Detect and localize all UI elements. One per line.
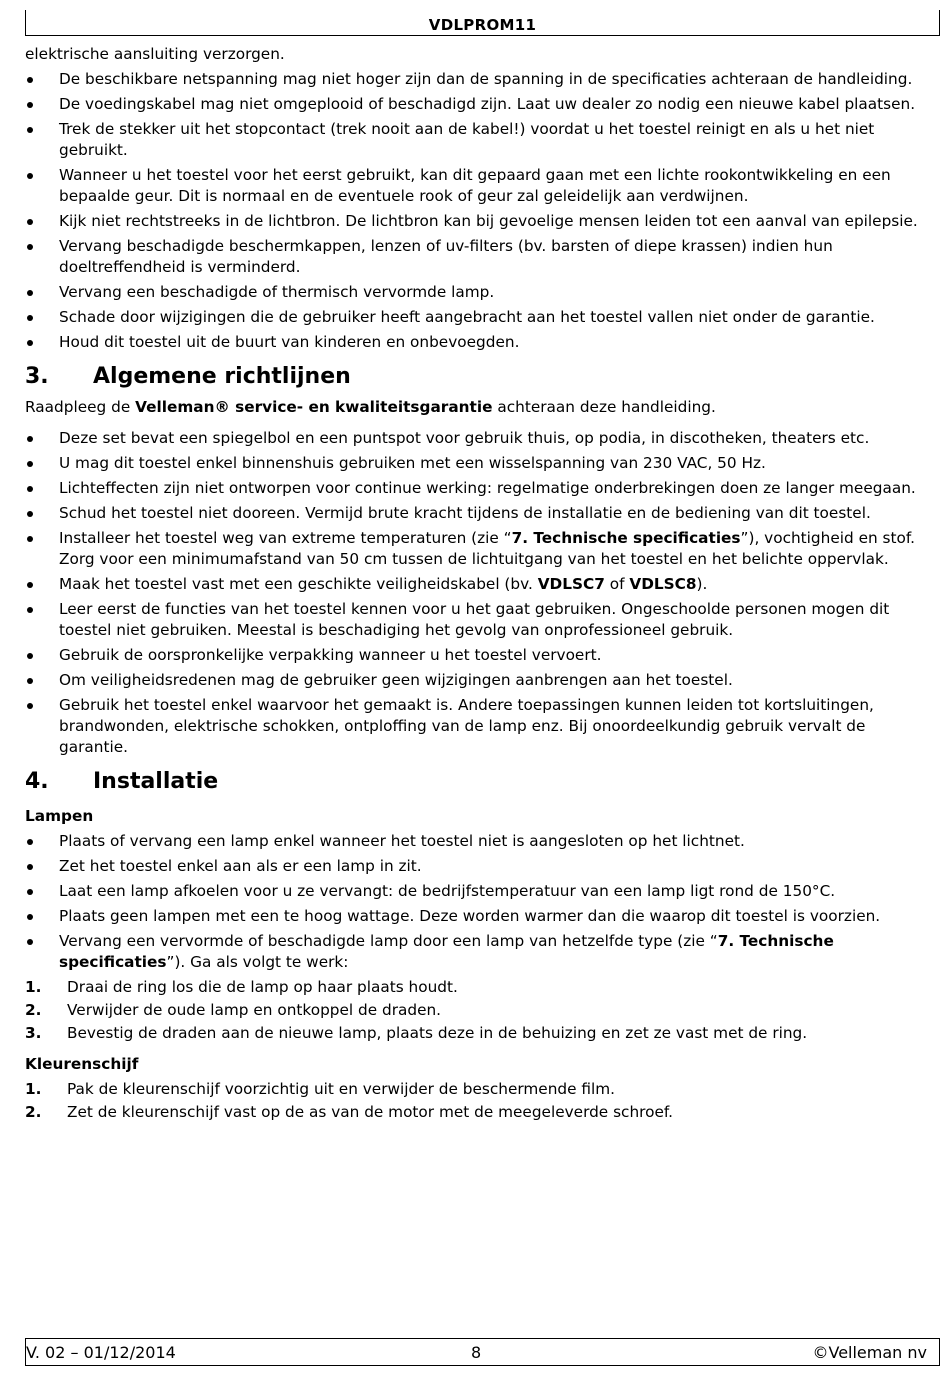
page-footer xyxy=(25,1338,940,1366)
list-item: De voedingskabel mag niet omgeplooid of beschadigd zijn. Laat uw dealer zo nodig een nieuwe kabel plaatsen. xyxy=(25,94,925,115)
page-number: 8 xyxy=(471,1343,482,1362)
page-content xyxy=(25,44,925,1125)
list-item: Deze set bevat een spiegelbol en een puntspot voor gebruik thuis, op podia, in discotheken, theaters etc. xyxy=(25,428,925,449)
bullet-icon xyxy=(27,678,33,684)
step-number: 2. xyxy=(25,1001,42,1019)
list-item: De beschikbare netspanning mag niet hoger zijn dan de spanning in de specificaties achteraan de handleiding. xyxy=(25,69,925,90)
step-item: 1. Draai de ring los die de lamp op haar plaats houdt. xyxy=(25,978,458,996)
bullet-icon xyxy=(27,864,33,870)
bullet-icon xyxy=(27,436,33,442)
section-3-heading xyxy=(25,363,925,391)
bullet-icon xyxy=(27,703,33,709)
bullet-icon xyxy=(27,939,33,945)
page-header xyxy=(25,10,940,36)
bullet-icon xyxy=(27,889,33,895)
section-title: Installatie xyxy=(93,769,219,794)
bullet-icon xyxy=(27,607,33,613)
list-item: Maak het toestel vast met een geschikte veiligheidskabel (bv. VDLSC7 of VDLSC8). xyxy=(25,574,925,595)
step-number: 1. xyxy=(25,978,42,996)
section-title: Algemene richtlijnen xyxy=(93,364,351,389)
list-item: Gebruik het toestel enkel waarvoor het gemaakt is. Andere toepassingen kunnen leiden tot kortsluitingen, brandwonden, elektrische schokken, ontploffing van de lamp enz. Bij onoordeelkundig gebruik vervalt de garantie. xyxy=(25,695,925,758)
bullet-icon xyxy=(27,839,33,845)
bullet-icon xyxy=(27,102,33,108)
bullet-icon xyxy=(27,511,33,517)
bullet-icon xyxy=(27,914,33,920)
step-number: 2. xyxy=(25,1103,42,1121)
lamp-steps xyxy=(25,977,925,1044)
list-item: Wanneer u het toestel voor het eerst gebruikt, kan dit gepaard gaan met een lichte rookontwikkeling en een bepaalde geur. Dit is normaal en de eventuele rook of geur zal geleidelijk aan verdwijnen. xyxy=(25,165,925,207)
list-item: Om veiligheidsredenen mag de gebruiker geen wijzigingen aanbrengen aan het toestel. xyxy=(25,670,925,691)
section-4-heading xyxy=(25,768,925,796)
bullet-icon xyxy=(27,315,33,321)
bullet-icon xyxy=(27,219,33,225)
step-number: 1. xyxy=(25,1080,42,1098)
step-item: 3. Bevestig de draden aan de nieuwe lamp, plaats deze in de behuizing en zet ze vast met de ring. xyxy=(25,1024,808,1042)
list-item: Schade door wijzigingen die de gebruiker heeft aangebracht aan het toestel vallen niet onder de garantie. xyxy=(25,307,925,328)
step-item: 2. Zet de kleurenschijf vast op de as van de motor met de meegeleverde schroef. xyxy=(25,1103,674,1121)
bullet-icon xyxy=(27,244,33,250)
list-item: Plaats geen lampen met een te hoog wattage. Deze worden warmer dan die waarop dit toestel is voorzien. xyxy=(25,906,925,927)
list-item: Vervang een vervormde of beschadigde lamp door een lamp van hetzelfde type (zie “7. Technische specificaties”). Ga als volgt te werk: xyxy=(25,931,925,973)
bullet-icon xyxy=(27,290,33,296)
bullet-icon xyxy=(27,77,33,83)
bullet-icon xyxy=(27,173,33,179)
list-item: Zet het toestel enkel aan als er een lamp in zit. xyxy=(25,856,925,877)
list-item: Gebruik de oorspronkelijke verpakking wanneer u het toestel vervoert. xyxy=(25,645,925,666)
list-item: Schud het toestel niet dooreen. Vermijd brute kracht tijdens de installatie en de bediening van dit toestel. xyxy=(25,503,925,524)
kleurenschijf-heading: Kleurenschijf xyxy=(25,1055,139,1073)
step-item: 2. Verwijder de oude lamp en ontkoppel de draden. xyxy=(25,1001,442,1019)
list-item: Lichteffecten zijn niet ontworpen voor continue werking: regelmatige onderbrekingen doen ze langer meegaan. xyxy=(25,478,925,499)
list-item: Trek de stekker uit het stopcontact (trek nooit aan de kabel!) voordat u het toestel reinigt en als u het niet gebruikt. xyxy=(25,119,925,161)
bullet-icon xyxy=(27,582,33,588)
section-number: 4. xyxy=(25,769,49,794)
bullet-icon xyxy=(27,461,33,467)
list-item: Vervang beschadigde beschermkappen, lenzen of uv-filters (bv. barsten of diepe krassen) indien hun doeltreffendheid is verminderd. xyxy=(25,236,925,278)
safety-list xyxy=(25,69,925,353)
bullet-icon xyxy=(27,127,33,133)
list-item: Houd dit toestel uit de buurt van kinderen en onbevoegden. xyxy=(25,332,925,353)
bullet-icon xyxy=(27,486,33,492)
document-code: VDLPROM11 xyxy=(428,16,537,34)
bullet-icon xyxy=(27,536,33,542)
list-item: Leer eerst de functies van het toestel kennen voor u het gaat gebruiken. Ongeschoolde personen mogen dit toestel niet gebruiken. Meestal is beschadiging het gevolg van onprofessioneel gebruik. xyxy=(25,599,925,641)
section-number: 3. xyxy=(25,364,49,389)
list-item: Installeer het toestel weg van extreme temperaturen (zie “7. Technische specificaties”), vochtigheid en stof. Zorg voor een minimumafstand van 50 cm tussen de lichtuitgang van het toestel en het belichte oppervlak. xyxy=(25,528,925,570)
step-number: 3. xyxy=(25,1024,42,1042)
continuation-text: elektrische aansluiting verzorgen. xyxy=(25,45,285,63)
lampen-heading: Lampen xyxy=(25,807,94,825)
guidelines-list xyxy=(25,428,925,758)
copyright-label: ©Velleman nv xyxy=(812,1343,927,1362)
list-item: Laat een lamp afkoelen voor u ze vervangt: de bedrijfstemperatuur van een lamp ligt rond de 150°C. xyxy=(25,881,925,902)
list-item: Kijk niet rechtstreeks in de lichtbron. De lichtbron kan bij gevoelige mensen leiden tot een aanval van epilepsie. xyxy=(25,211,925,232)
bullet-icon xyxy=(27,340,33,346)
list-item: U mag dit toestel enkel binnenshuis gebruiken met een wisselspanning van 230 VAC, 50 Hz. xyxy=(25,453,925,474)
list-item: Plaats of vervang een lamp enkel wanneer het toestel niet is aangesloten op het lichtnet. xyxy=(25,831,925,852)
section-3-intro: Raadpleeg de Velleman® service- en kwaliteitsgarantie achteraan deze handleiding. xyxy=(25,398,716,416)
version-label: V. 02 – 01/12/2014 xyxy=(26,1343,176,1362)
kleurenschijf-steps xyxy=(25,1079,925,1123)
bullet-icon xyxy=(27,653,33,659)
lampen-list xyxy=(25,831,925,973)
list-item: Vervang een beschadigde of thermisch vervormde lamp. xyxy=(25,282,925,303)
step-item: 1. Pak de kleurenschijf voorzichtig uit en verwijder de beschermende film. xyxy=(25,1080,616,1098)
